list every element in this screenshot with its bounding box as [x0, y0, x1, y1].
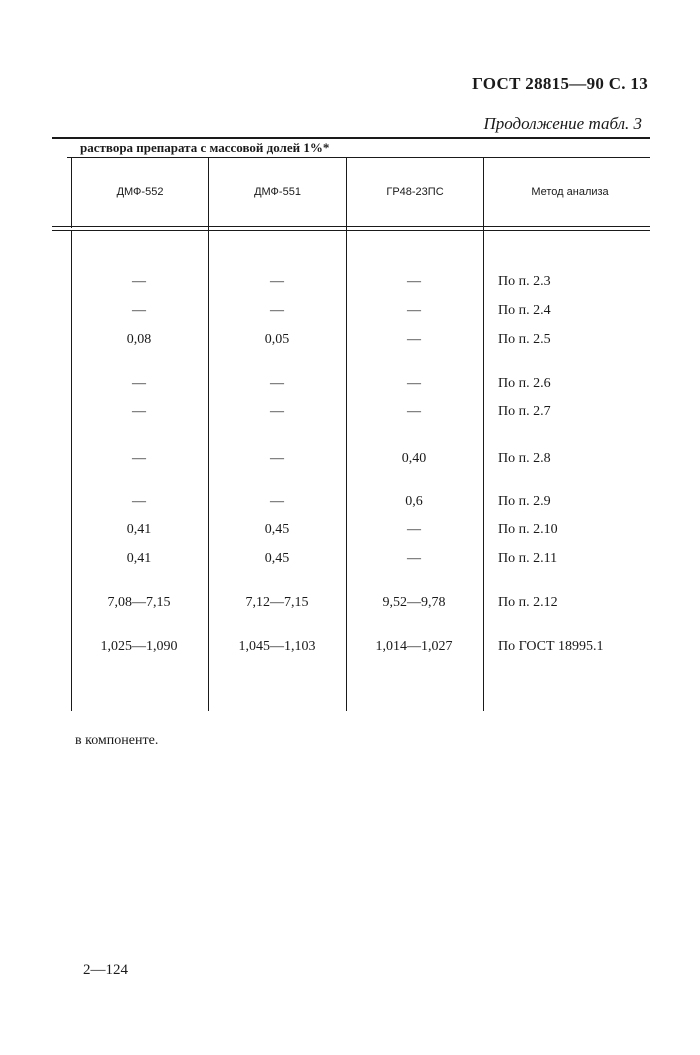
table-cell: — — [407, 522, 421, 537]
table-cell: — — [132, 494, 146, 509]
table-cell-method: По п. 2.10 — [498, 522, 558, 537]
column-header-dmf-551: ДМФ-551 — [254, 186, 301, 198]
column-divider — [483, 158, 484, 711]
table-cell: — — [407, 274, 421, 289]
table-cell: — — [407, 551, 421, 566]
page-number: 2—124 — [83, 962, 128, 978]
table-cell-method: По п. 2.9 — [498, 494, 551, 509]
table-cell: — — [407, 404, 421, 419]
table-cell: 1,025—1,090 — [100, 639, 178, 654]
table-cell-method: По п. 2.4 — [498, 303, 551, 318]
table-cell: — — [407, 376, 421, 391]
table-cell: — — [132, 303, 146, 318]
column-header-gr48-23ps: ГР48-23ПС — [386, 186, 444, 198]
column-header-analysis-method: Метод анализа — [531, 186, 609, 198]
table-cell-method: По п. 2.3 — [498, 274, 551, 289]
column-divider — [346, 158, 347, 711]
table-cell: 0,41 — [126, 551, 152, 566]
table-cell: 9,52—9,78 — [382, 595, 446, 610]
column-divider — [208, 158, 209, 711]
table-cell: — — [270, 494, 284, 509]
table-subtitle: раствора препарата с массовой долей 1%* — [80, 140, 330, 155]
table-cell: 0,6 — [405, 494, 423, 509]
table-cell: — — [132, 404, 146, 419]
table-continuation-label: Продолжение табл. 3 — [483, 114, 642, 133]
table-cell-method: По п. 2.7 — [498, 404, 551, 419]
table-cell: 0,40 — [401, 451, 427, 466]
table-cell: — — [132, 274, 146, 289]
table-cell-method: По п. 2.8 — [498, 451, 551, 466]
header-double-rule — [52, 226, 650, 231]
table-cell: — — [407, 332, 421, 347]
table-cell: — — [270, 404, 284, 419]
table-cell: — — [270, 451, 284, 466]
table-top-rule — [52, 137, 650, 139]
footnote-text: в компоненте. — [75, 733, 159, 748]
table-cell: — — [407, 303, 421, 318]
table-cell: — — [132, 376, 146, 391]
table-cell-method: По п. 2.11 — [498, 551, 558, 566]
table-cell: 0,41 — [126, 522, 152, 537]
table-cell: 0,08 — [126, 332, 152, 347]
table-cell-method: По п. 2.12 — [498, 595, 558, 610]
table-cell: 1,014—1,027 — [375, 639, 453, 654]
table-cell: 0,45 — [264, 522, 290, 537]
table-cell-method: По п. 2.6 — [498, 376, 551, 391]
table-cell: 0,05 — [264, 332, 290, 347]
table-cell: — — [270, 376, 284, 391]
table-cell: 1,045—1,103 — [238, 639, 316, 654]
column-header-dmf-552: ДМФ-552 — [116, 186, 164, 198]
table-cell: — — [270, 303, 284, 318]
table-cell: 7,08—7,15 — [107, 595, 171, 610]
table-cell: 7,12—7,15 — [245, 595, 309, 610]
table-cell: — — [132, 451, 146, 466]
table-cell-method: По ГОСТ 18995.1 — [498, 639, 604, 654]
document-code-header: ГОСТ 28815—90 С. 13 — [472, 74, 648, 93]
table-cell: 0,45 — [264, 551, 290, 566]
table-cell-method: По п. 2.5 — [498, 332, 551, 347]
table-cell: — — [270, 274, 284, 289]
column-divider — [71, 231, 72, 711]
